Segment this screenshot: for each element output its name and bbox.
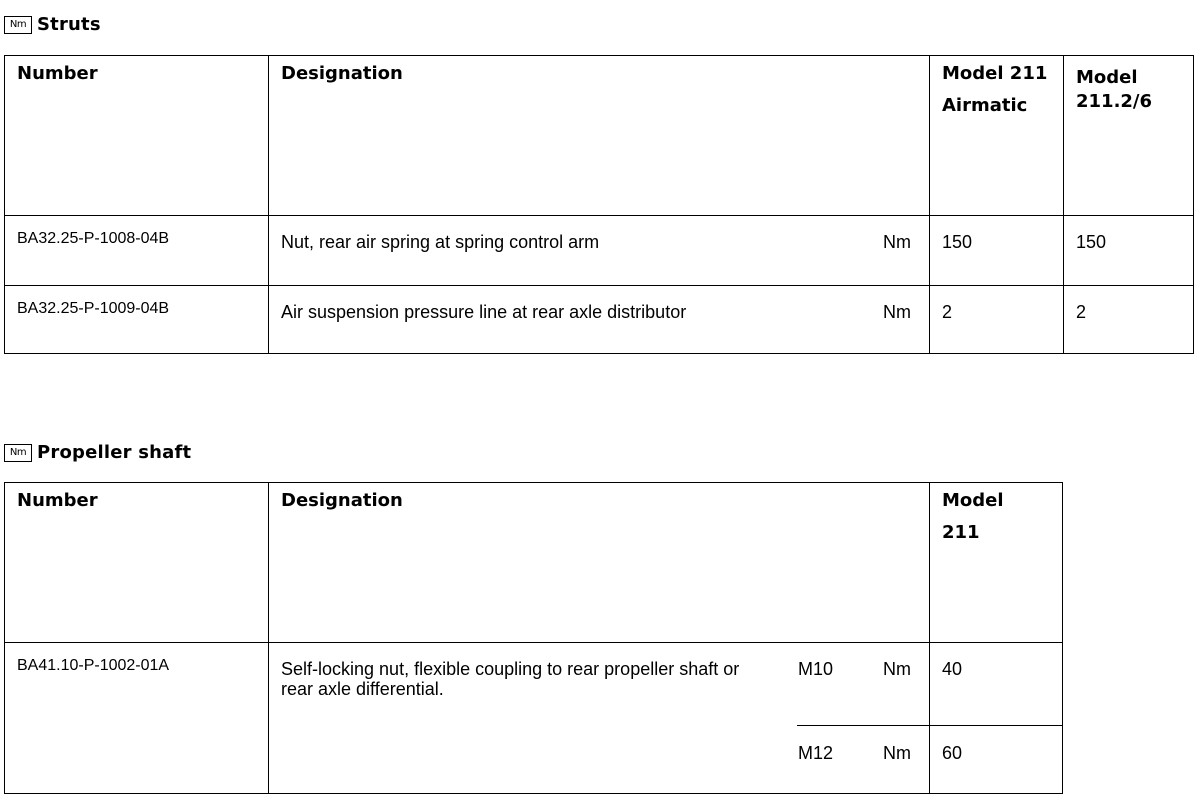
value-model-b: 2 bbox=[1064, 286, 1194, 354]
value-model-a: 2 bbox=[930, 286, 1064, 354]
header-designation: Designation bbox=[269, 56, 930, 216]
section-title-propeller-shaft bbox=[4, 442, 191, 463]
header-number: Number bbox=[5, 483, 269, 643]
value-m10: 40 bbox=[942, 659, 963, 679]
value-model-a: 150 bbox=[930, 216, 1064, 286]
propeller-table bbox=[4, 482, 1063, 794]
unit-label: Nm bbox=[883, 659, 911, 679]
designation-text: Self-locking nut, flexible coupling to rear propeller shaft or rear axle differential. bbox=[281, 659, 740, 699]
header-model-211-airmatic: Model 211 Airmatic bbox=[930, 56, 1064, 216]
unit-label: Nm bbox=[883, 743, 911, 763]
header-model-211-2-6: Model 211.2/6 bbox=[1064, 56, 1194, 216]
table-header-row bbox=[5, 56, 1194, 216]
variant-divider bbox=[797, 725, 930, 726]
torque-nm-icon: Nm bbox=[4, 444, 32, 462]
designation-cell bbox=[269, 286, 930, 354]
part-number: BA32.25-P-1009-04B bbox=[5, 286, 269, 354]
table-header-row bbox=[5, 483, 1063, 643]
designation-cell bbox=[269, 643, 930, 794]
size-label: M10 bbox=[798, 659, 834, 679]
section-title-struts bbox=[4, 14, 101, 35]
unit-label: Nm bbox=[883, 232, 911, 252]
header-model-211: Model 211 bbox=[930, 483, 1063, 643]
value-cell bbox=[930, 643, 1063, 794]
table-row bbox=[5, 216, 1194, 286]
header-number: Number bbox=[5, 56, 269, 216]
torque-nm-icon: Nm bbox=[4, 16, 32, 34]
header-designation: Designation bbox=[269, 483, 930, 643]
section-title-text: Struts bbox=[37, 14, 101, 35]
size-label: M12 bbox=[798, 743, 834, 763]
table-row bbox=[5, 286, 1194, 354]
value-model-b: 150 bbox=[1064, 216, 1194, 286]
unit-label: Nm bbox=[883, 302, 911, 322]
part-number: BA32.25-P-1008-04B bbox=[5, 216, 269, 286]
struts-table bbox=[4, 55, 1194, 354]
designation-text: Nut, rear air spring at spring control arm bbox=[281, 232, 600, 252]
variant-divider bbox=[929, 725, 1063, 726]
value-m12: 60 bbox=[942, 743, 963, 763]
table-row bbox=[5, 643, 1063, 794]
part-number: BA41.10-P-1002-01A bbox=[5, 643, 269, 794]
section-title-text: Propeller shaft bbox=[37, 442, 192, 463]
designation-text: Air suspension pressure line at rear axle distributor bbox=[281, 302, 687, 322]
designation-cell bbox=[269, 216, 930, 286]
